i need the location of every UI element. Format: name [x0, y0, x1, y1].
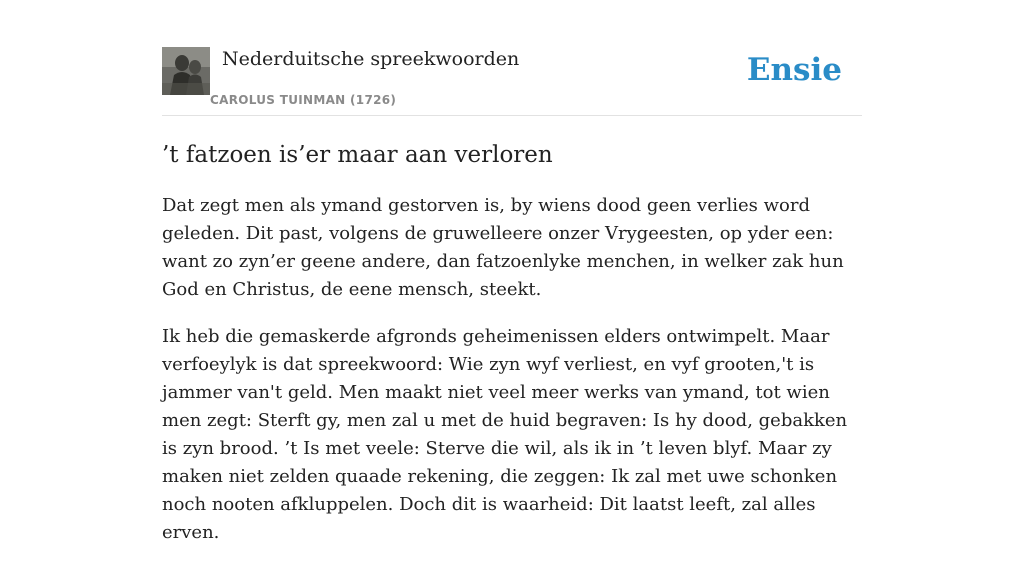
body-paragraph: Dat zegt men als ymand gestorven is, by wiens dood geen verlies word geleden. Dit past, volgens de gruwelleere onzer Vrygeesten, op yder een: want zo zyn’er geene andere, dan fatzoenlyke menchen, in welker zak hun God en Christus, de eene mensch, steekt. — [162, 195, 844, 300]
site-logo[interactable]: Ensie — [746, 52, 842, 88]
book-title[interactable]: Nederduitsche spreekwoorden — [222, 48, 520, 70]
body-paragraph: Ik heb die gemaskerde afgronds geheimenissen elders ontwimpelt. Maar verfoeylyk is dat spreekwoord: Wie zyn wyf verliest, en vyf grooten,'t is jammer van't geld. Men maakt niet veel meer werks van ymand, tot wien men zegt: Sterft gy, men zal u met de huid begraven: Is hy dood, gebakken is zyn brood. ’t Is met veele: Sterve die wil, als ik in ’t leven blyf. Maar zy maken niet zelden quaade rekening, die zeggen: Ik zal met uwe schonken noch nooten afkluppelen. Doch dit is waarheid: Dit laatst leeft, zal alles erven. — [162, 326, 848, 543]
page — [162, 0, 862, 543]
author-name[interactable]: CAROLUS TUINMAN (1726) — [210, 93, 397, 107]
author-portrait-icon[interactable] — [162, 47, 210, 95]
entry-body — [162, 192, 864, 566]
header — [162, 0, 862, 116]
entry-title: ’t fatzoen is’er maar aan verloren — [162, 142, 553, 168]
